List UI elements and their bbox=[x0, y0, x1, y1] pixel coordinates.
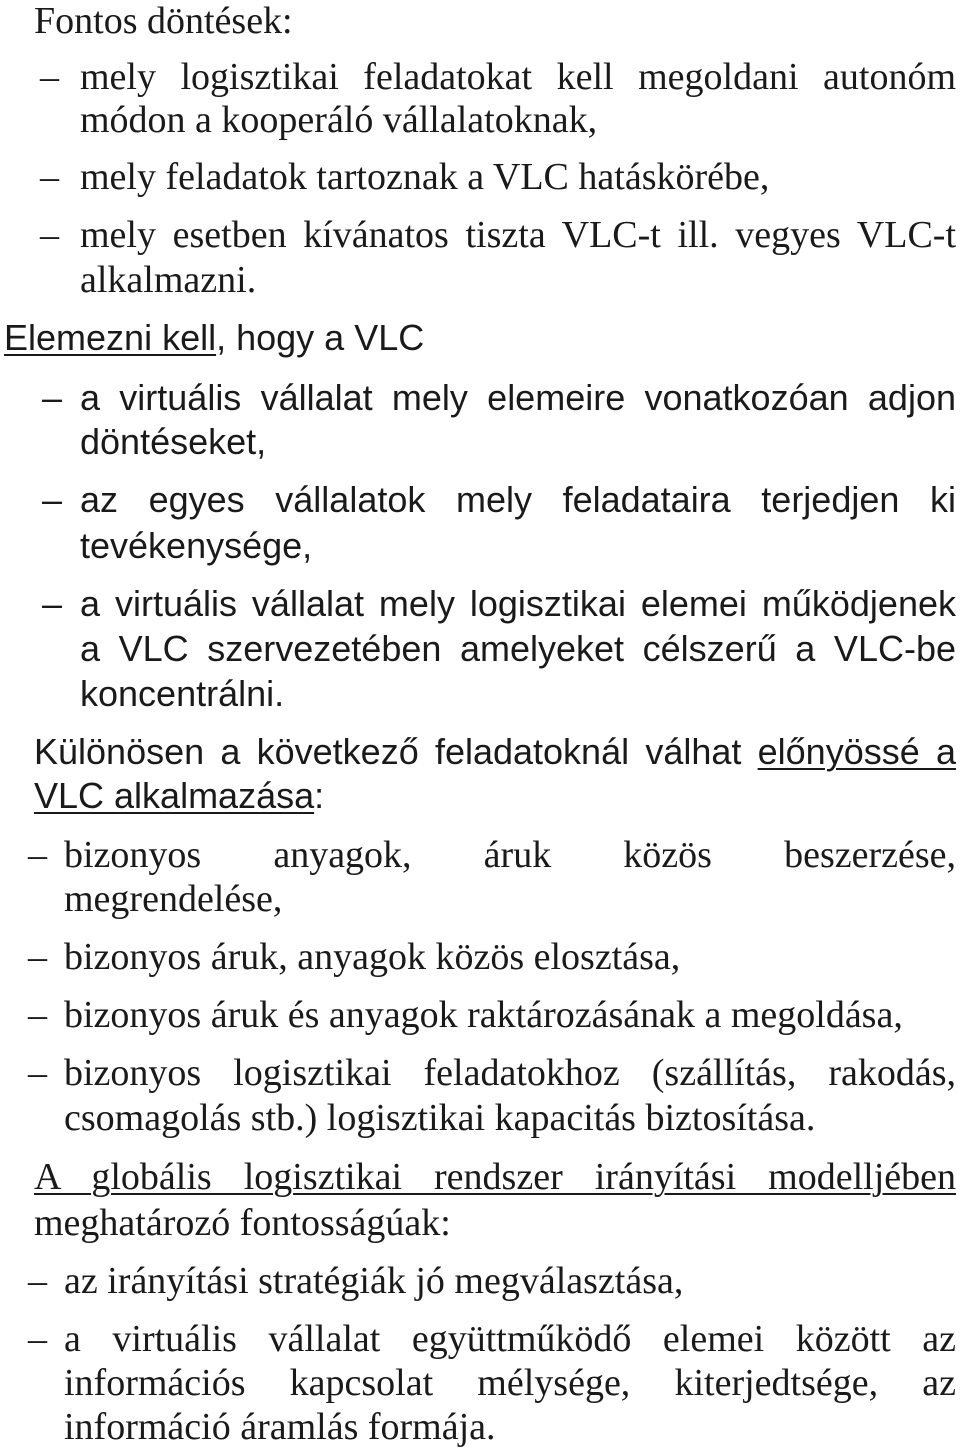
heading-kulonosen-underlined-2: VLC alkalmazása bbox=[34, 775, 315, 816]
list-item-line: az egyes vállalatok mely feladataira terjedjen ki bbox=[80, 479, 956, 520]
list-item-line: információs kapcsolat mélysége, kiterjedtsége, az bbox=[64, 1362, 956, 1404]
heading-elemezni-underlined: Elemezni kell bbox=[4, 317, 217, 358]
list-bullet-dash: – bbox=[42, 479, 63, 520]
list-bullet-dash: – bbox=[28, 994, 47, 1036]
heading-globalis-line2: meghatározó fontosságúak: bbox=[34, 1202, 451, 1244]
list-bullet-dash: – bbox=[40, 156, 59, 198]
heading-elemezni-rest: , hogy a VLC bbox=[216, 317, 425, 358]
list-item-line: a virtuális vállalat mely logisztikai elemei működjenek bbox=[80, 583, 956, 624]
list-item-line: mely esetben kívánatos tiszta VLC-t ill. vegyes VLC-t bbox=[80, 214, 956, 256]
list-bullet-dash: – bbox=[40, 56, 59, 98]
list-item-line: csomagolás stb.) logisztikai kapacitás biztosítása. bbox=[64, 1097, 816, 1139]
list-item-line: alkalmazni. bbox=[80, 259, 257, 301]
heading-kulonosen-underlined: előnyössé a bbox=[757, 731, 956, 772]
list-item-line: bizonyos logisztikai feladatokhoz (szállítás, rakodás, bbox=[64, 1052, 956, 1094]
list-item-line: az irányítási stratégiák jó megválasztása, bbox=[64, 1260, 684, 1302]
list-bullet-dash: – bbox=[40, 214, 59, 256]
list-item-line: döntéseket, bbox=[80, 421, 267, 462]
list-bullet-dash: – bbox=[28, 1260, 47, 1302]
list-item-line: információ áramlás formája. bbox=[64, 1406, 496, 1448]
list-bullet-dash: – bbox=[28, 936, 47, 978]
list-item-line: a virtuális vállalat együttműködő elemei között az bbox=[64, 1318, 956, 1360]
list-item-line: megrendelése, bbox=[64, 878, 283, 920]
heading-globalis-line1: A globális logisztikai rendszer irányítási modelljében bbox=[34, 1156, 956, 1198]
heading-kulonosen-line2 bbox=[34, 775, 325, 816]
list-item-line: a virtuális vállalat mely elemeire vonatkozóan adjon bbox=[80, 377, 956, 418]
list-item-line: mely logisztikai feladatokat kell megoldani autonóm bbox=[80, 56, 956, 98]
list-bullet-dash: – bbox=[28, 1318, 47, 1360]
heading-kulonosen-text: Különösen a következő feladatoknál válhat bbox=[34, 731, 758, 772]
heading-kulonosen-colon: : bbox=[314, 775, 325, 816]
list-item-line: tevékenysége, bbox=[80, 525, 313, 566]
list-item-line: mely feladatok tartoznak a VLC hatáskörébe, bbox=[80, 156, 770, 198]
heading-elemezni bbox=[4, 317, 425, 358]
list-item-line: módon a kooperáló vállalatoknak, bbox=[80, 99, 598, 141]
list-item-line: bizonyos áruk és anyagok raktározásának a megoldása, bbox=[64, 994, 903, 1036]
list-bullet-dash: – bbox=[28, 834, 47, 876]
list-item-line: a VLC szervezetében amelyeket célszerű a VLC-be bbox=[80, 628, 956, 669]
list-item-line: koncentrálni. bbox=[80, 673, 285, 714]
heading-fontos-dontesek: Fontos döntések: bbox=[34, 0, 293, 42]
list-item-line: bizonyos áruk, anyagok közös elosztása, bbox=[64, 936, 681, 978]
list-bullet-dash: – bbox=[42, 583, 63, 624]
list-bullet-dash: – bbox=[42, 377, 63, 418]
list-item-line: bizonyos anyagok, áruk közös beszerzése, bbox=[64, 834, 956, 876]
heading-kulonosen-line1 bbox=[34, 731, 956, 772]
list-bullet-dash: – bbox=[28, 1052, 47, 1094]
